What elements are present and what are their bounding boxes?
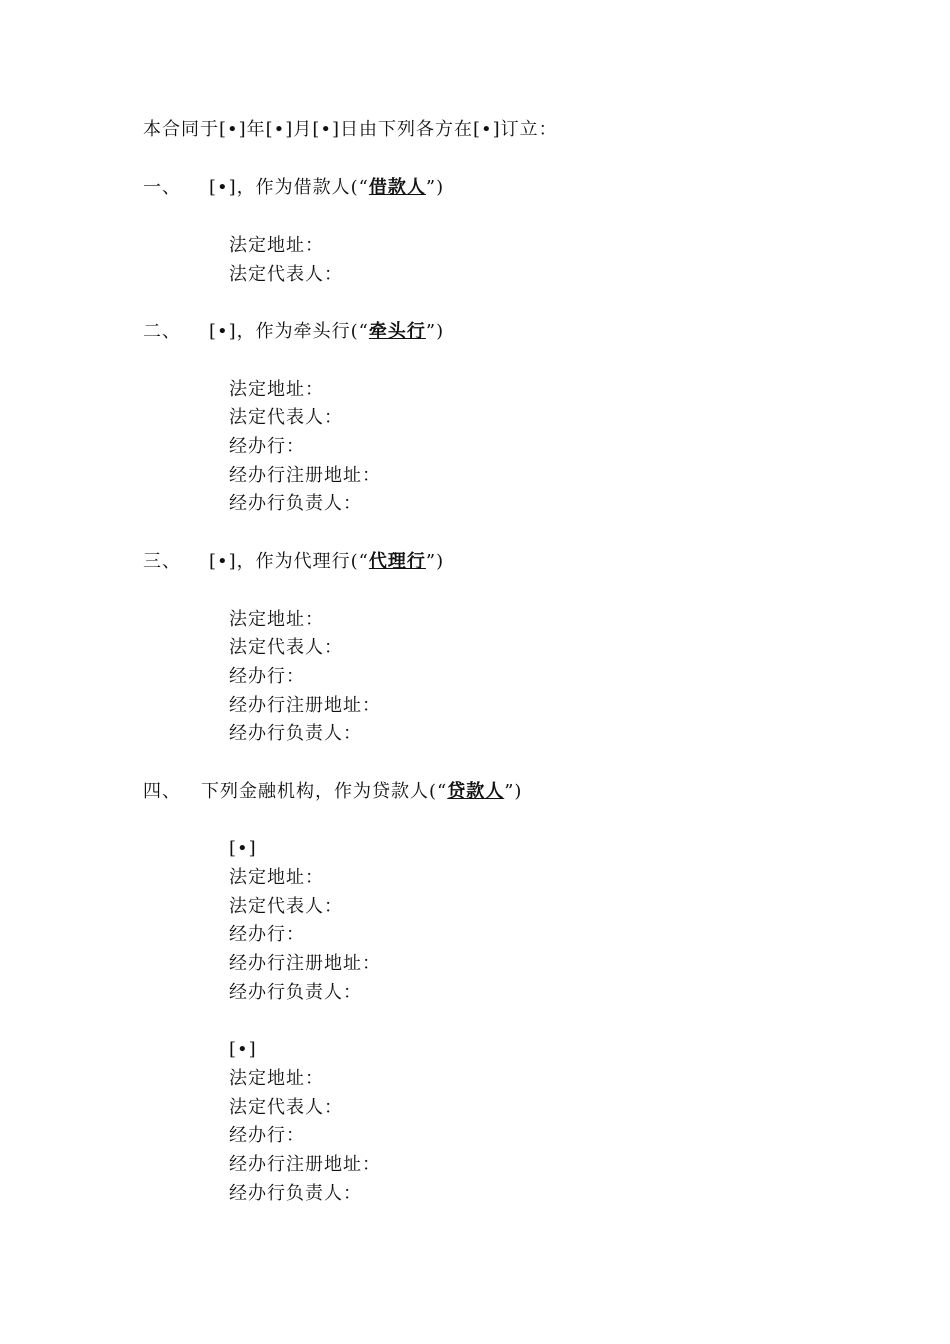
lender-handling-bank-head: 经办行负责人： xyxy=(229,982,362,1003)
agent-legal-rep: 法定代表人： xyxy=(229,637,343,658)
lender-name: [•] xyxy=(229,838,257,859)
lender-handling-bank-head: 经办行负责人： xyxy=(229,1183,362,1204)
defined-term-borrower: 借款人 xyxy=(368,177,426,198)
party-tail: ”) xyxy=(425,321,445,342)
lender-handling-bank: 经办行： xyxy=(229,924,305,945)
defined-term-lender: 贷款人 xyxy=(447,781,505,802)
lender-legal-address: 法定地址： xyxy=(229,867,324,888)
lender-legal-rep: 法定代表人： xyxy=(229,1097,343,1118)
arranger-handling-bank-head: 经办行负责人： xyxy=(229,493,362,514)
party-tail: ”) xyxy=(504,781,523,802)
party-lenders-heading xyxy=(143,780,522,804)
party-number: 四、 xyxy=(143,781,181,802)
party-borrower-heading xyxy=(143,176,444,200)
party-lead: [•]，作为借款人(“ xyxy=(209,177,369,198)
party-number: 二、 xyxy=(143,321,181,342)
lender-handling-bank: 经办行： xyxy=(229,1125,305,1146)
arranger-legal-rep: 法定代表人： xyxy=(229,407,343,428)
party-agent-heading xyxy=(143,550,444,574)
agent-handling-bank: 经办行： xyxy=(229,666,305,687)
lender-handling-bank-address: 经办行注册地址： xyxy=(229,1154,381,1175)
party-number: 一、 xyxy=(143,177,181,198)
party-tail: ”) xyxy=(425,177,445,198)
party-number: 三、 xyxy=(143,551,181,572)
defined-term-arranger: 牵头行 xyxy=(368,321,426,342)
lender-legal-rep: 法定代表人： xyxy=(229,896,343,917)
arranger-handling-bank-address: 经办行注册地址： xyxy=(229,465,381,486)
arranger-legal-address: 法定地址： xyxy=(229,379,324,400)
agent-handling-bank-address: 经办行注册地址： xyxy=(229,695,381,716)
defined-term-agent: 代理行 xyxy=(368,551,426,572)
lender-name: [•] xyxy=(229,1039,257,1060)
party-arranger-heading xyxy=(143,320,444,344)
party-lead: [•]，作为代理行(“ xyxy=(209,551,369,572)
agent-legal-address: 法定地址： xyxy=(229,609,324,630)
party-tail: ”) xyxy=(425,551,445,572)
agent-handling-bank-head: 经办行负责人： xyxy=(229,723,362,744)
borrower-legal-rep: 法定代表人： xyxy=(229,264,343,285)
party-lead: [•]，作为牵头行(“ xyxy=(209,321,369,342)
lender-legal-address: 法定地址： xyxy=(229,1068,324,1089)
arranger-handling-bank: 经办行： xyxy=(229,436,305,457)
party-lead: 下列金融机构，作为贷款人(“ xyxy=(201,781,448,802)
contract-intro: 本合同于[•]年[•]月[•]日由下列各方在[•]订立： xyxy=(143,119,558,140)
borrower-legal-address: 法定地址： xyxy=(229,235,324,256)
lender-handling-bank-address: 经办行注册地址： xyxy=(229,953,381,974)
